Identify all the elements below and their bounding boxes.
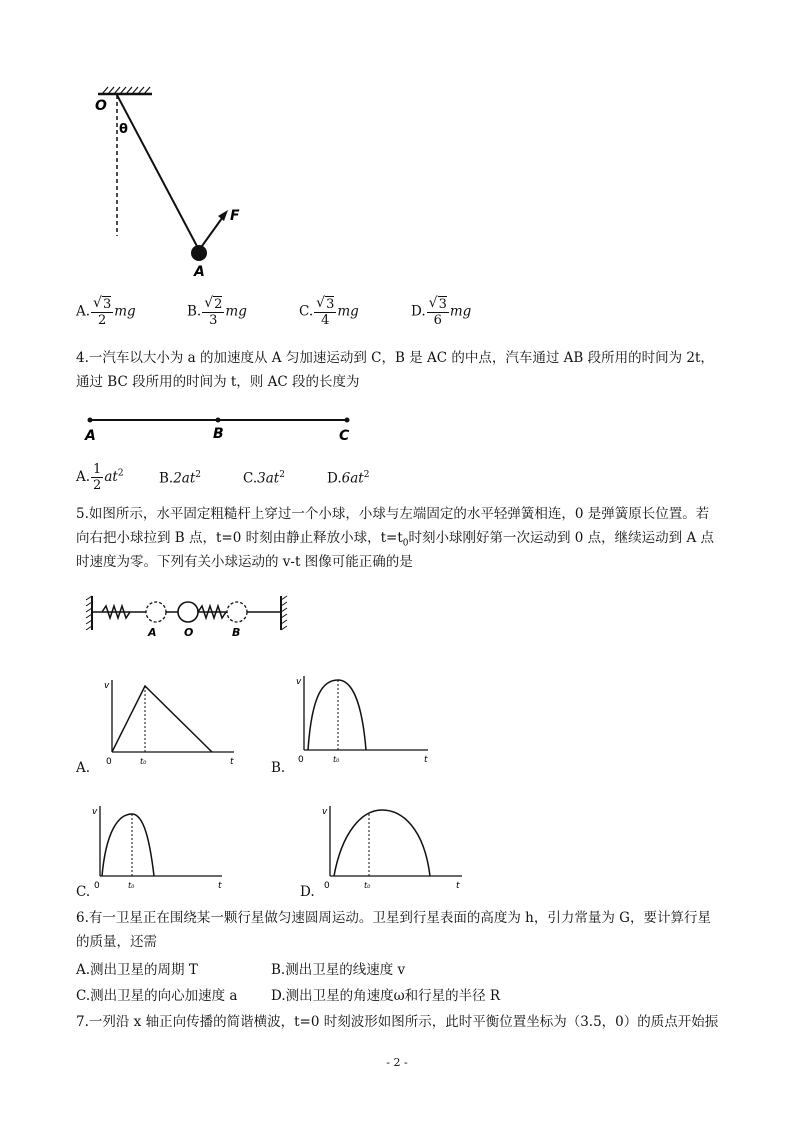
label-a: A [85,428,96,444]
v-label: v [92,807,98,817]
q7-line-1: 7.一列沿 x 轴正向传播的简谐横波，t=0 时刻波形如图所示，此时平衡位置坐标为（3.5，0）的质点开始振 [76,1014,719,1030]
spring-ball-figure [84,594,294,640]
t0-label: t₀ [140,757,147,766]
q6-option-b: B.测出卫星的线速度 v [271,962,406,978]
q4-option-c: $C.3at^2$ [243,470,285,487]
t-label: t [218,881,222,891]
origin-label: 0 [106,757,112,767]
label-c: C [339,428,350,444]
q4-option-a: A. $\frac{1}{2}$ $at^2$ [76,462,124,493]
q3-option-d: D. √ 3 6 mg [411,295,472,328]
q6-option-a: A.测出卫星的周期 T [76,962,198,978]
label-a: A [194,264,205,280]
graph-c-label: C. [76,884,91,900]
graph-b-label: B. [271,760,286,776]
q5-line-3: 时速度为零。下列有关小球运动的 v-t 图像可能正确的是 [76,554,413,570]
t-label: t [456,881,460,891]
origin-label: 0 [94,881,100,891]
segment-abc-figure [80,410,360,444]
graph-d [322,802,472,892]
q6-option-d: D.测出卫星的角速度ω和行星的半径 R [271,988,501,1004]
graph-c [92,802,232,892]
label-b: B [213,426,224,442]
page-number: - 2 - [386,1056,408,1069]
v-label: v [104,681,110,691]
t-label: t [424,755,428,765]
label-b: B [232,626,241,639]
q5-line-1: 5.如图所示，水平固定粗糙杆上穿过一个小球，小球与左端固定的水平轻弹簧相连，0 是弹簧原长位置。若 [76,506,710,522]
t0-label: t₀ [333,755,340,764]
q4-option-b: $B.2at^2$ [159,470,202,487]
v-label: v [322,807,328,817]
q4-line-1: 4.一汽车以大小为 a 的加速度从 A 匀加速运动到 C，B 是 AC 的中点，汽车通过 AB 段所用的时间为 2t， [76,350,714,366]
origin-label: 0 [298,755,304,765]
label-theta: θ [119,122,128,137]
pendulum-figure [90,86,250,286]
q3-option-b: B. √ 2 3 mg [187,295,247,328]
label-o: O [95,98,107,114]
q3-option-a: A. √ 3 2 mg [76,295,136,328]
t0-label: t₀ [364,881,371,890]
q6-option-c: C.测出卫星的向心加速度 a [76,988,238,1004]
label-a: A [148,626,157,639]
graph-a [104,676,244,768]
t0-label: t₀ [128,881,135,890]
q6-line-2: 的质量，还需 [76,934,157,950]
label-f: F [230,208,240,224]
label-o: O [184,626,194,639]
q4-option-d: $D.6at^2$ [327,470,370,487]
t-label: t [230,757,234,767]
q3-option-c: C. √ 3 4 mg [299,295,359,328]
v-label: v [296,677,302,687]
q4-line-2: 通过 BC 段所用的时间为 t，则 AC 段的长度为 [76,374,360,390]
q5-line-2: 向右把小球拉到 B 点，t=0 时刻由静止释放小球，$t=t_0$时刻小球刚好第一次运动到 0 点，继续运动到 A 点 [76,530,715,549]
origin-label: 0 [324,881,330,891]
q6-line-1: 6.有一卫星正在围绕某一颗行星做匀速圆周运动。卫星到行星表面的高度为 h，引力常量为 G，要计算行星 [76,910,711,926]
graph-d-label: D. [300,884,315,900]
graph-a-label: A. [76,760,91,776]
graph-b [296,672,436,768]
